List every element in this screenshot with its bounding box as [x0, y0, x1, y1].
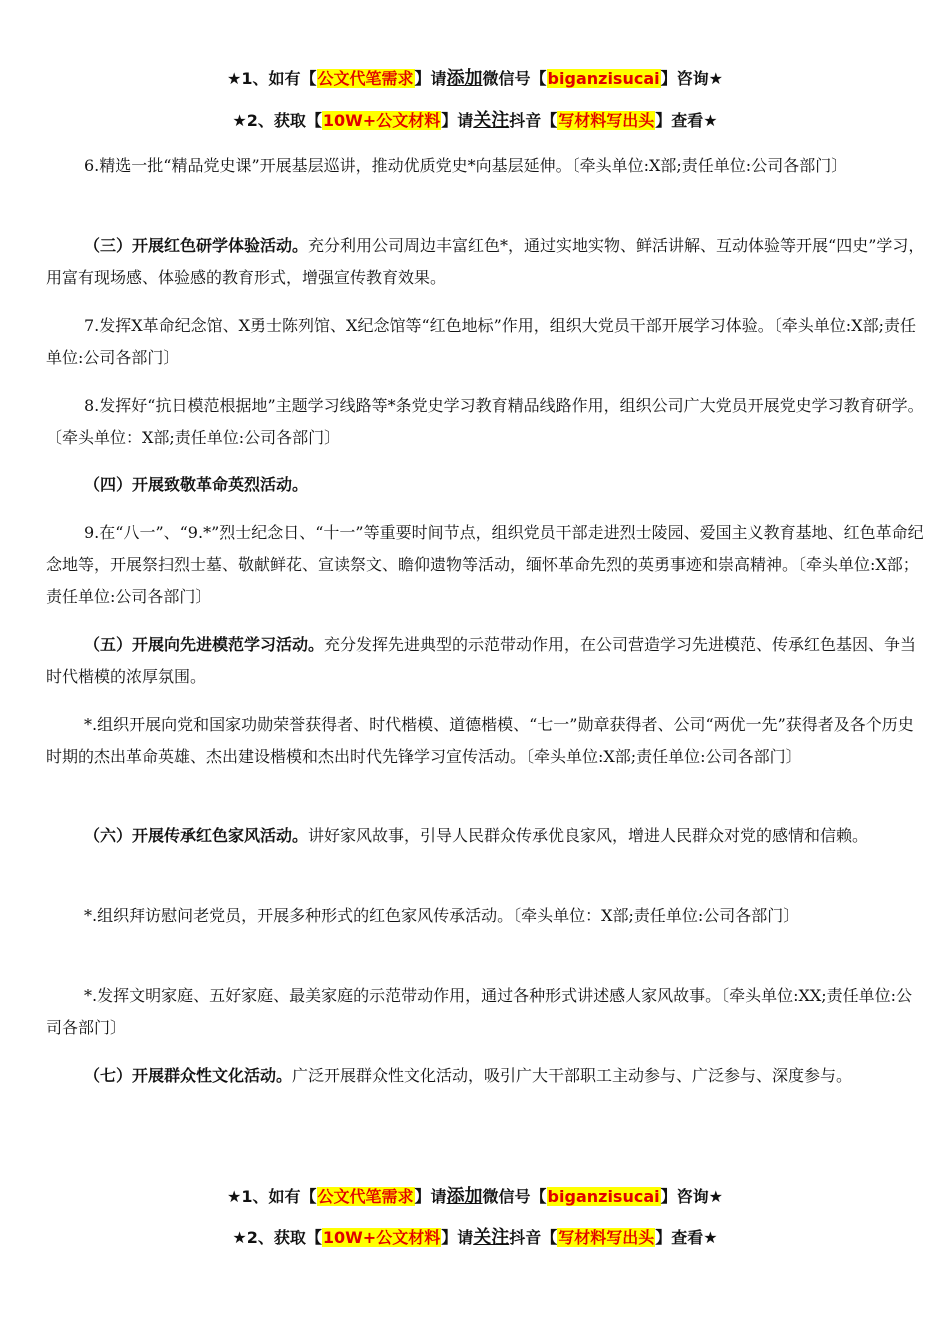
- section-7-heading: （七）开展群众性文化活动。: [84, 1066, 293, 1085]
- section-5: [46, 629, 928, 693]
- section-6: [46, 820, 928, 852]
- highlight-douyin: 写材料写出头: [558, 1228, 655, 1247]
- item-12: *.发挥文明家庭、五好家庭、最美家庭的示范带动作用，通过各种形式讲述感人家风故事。〔牵头单位:XX;责任单位:公司各部门〕: [46, 986, 913, 1037]
- section-7-body: 广泛开展群众性文化活动，吸引广大干部职工主动参与、广泛参与、深度参与。: [292, 1066, 853, 1085]
- section-5-body: 充分发挥先进典型的示范带动作用，在公司营造学习先进模范、传承红色基因、争当时代楷模的浓厚氛围。: [46, 635, 917, 686]
- item-7: 7.发挥X革命纪念馆、X勇士陈列馆、X纪念馆等“红色地标”作用，组织大党员干部开展学习体验。〔牵头单位:X部;责任单位:公司各部门〕: [46, 316, 916, 367]
- promo-banner-bottom-line1: ★1、如有【公文代笔需求】请添加微信号【biganzisucai】咨询★: [227, 1186, 723, 1207]
- item-6: 6.精选一批“精品党史课”开展基层巡讲，推动优质党史*向基层延伸。〔牵头单位:X部;责任单位:公司各部门〕: [84, 156, 848, 175]
- section-4-heading: （四）开展致敬革命英烈活动。: [84, 475, 309, 494]
- section-4: [46, 469, 928, 501]
- item-8: 8.发挥好“抗日模范根据地”主题学习线路等*条党史学习教育精品线路作用，组织公司广大党员开展党史学习教育研学。〔牵头单位：X部;责任单位:公司各部门〕: [46, 396, 924, 447]
- section-6-heading: （六）开展传承红色家风活动。: [84, 826, 309, 845]
- section-5-heading: （五）开展向先进模范学习活动。: [84, 635, 325, 654]
- highlight-wechat-id: biganzisucai: [547, 69, 660, 88]
- section-7: [46, 1060, 928, 1092]
- section-3-body: 充分利用公司周边丰富红色*，通过实地实物、鲜活讲解、互动体验等开展“四史”学习，用富有现场感、体验感的教育形式，增强宣传教育效果。: [46, 236, 925, 287]
- highlight-service: 公文代笔需求: [317, 69, 414, 88]
- highlight-materials: 10W+公文材料: [322, 1228, 441, 1247]
- section-3-heading: （三）开展红色研学体验活动。: [84, 236, 309, 255]
- promo-banner-top-line2: ★2、获取【10W+公文材料】请关注抖音【写材料写出头】查看★: [232, 110, 718, 131]
- highlight-service: 公文代笔需求: [317, 1187, 414, 1206]
- section-3: [46, 230, 928, 294]
- promo-banner-top-line1: ★1、如有【公文代笔需求】请添加微信号【biganzisucai】咨询★: [227, 68, 723, 89]
- item-10: *.组织开展向党和国家功勋荣誉获得者、时代楷模、道德楷模、“七一”勋章获得者、公司“两优一先”获得者及各个历史时期的杰出革命英雄、杰出建设楷模和杰出时代先锋学习宣传活动。〔牵头单位:X部;责任单位:公司各部门〕: [46, 715, 914, 766]
- item-9: 9.在“八一”、“9.*”烈士纪念日、“十一”等重要时间节点，组织党员干部走进烈士陵园、爱国主义教育基地、红色革命纪念地等，开展祭扫烈士墓、敬献鲜花、宣读祭文、瞻仰遗物等活动，缅怀革命先烈的英勇事迹和崇高精神。〔牵头单位:X部；责任单位:公司各部门〕: [46, 523, 924, 606]
- highlight-wechat-id: biganzisucai: [547, 1187, 660, 1206]
- highlight-materials: 10W+公文材料: [322, 111, 441, 130]
- section-6-body: 讲好家风故事，引导人民群众传承优良家风，增进人民群众对党的感情和信赖。: [308, 826, 869, 845]
- promo-banner-bottom-line2: ★2、获取【10W+公文材料】请关注抖音【写材料写出头】查看★: [232, 1227, 718, 1248]
- highlight-douyin: 写材料写出头: [558, 111, 655, 130]
- item-11: *.组织拜访慰问老党员，开展多种形式的红色家风传承活动。〔牵头单位：X部;责任单位:公司各部门〕: [84, 906, 800, 925]
